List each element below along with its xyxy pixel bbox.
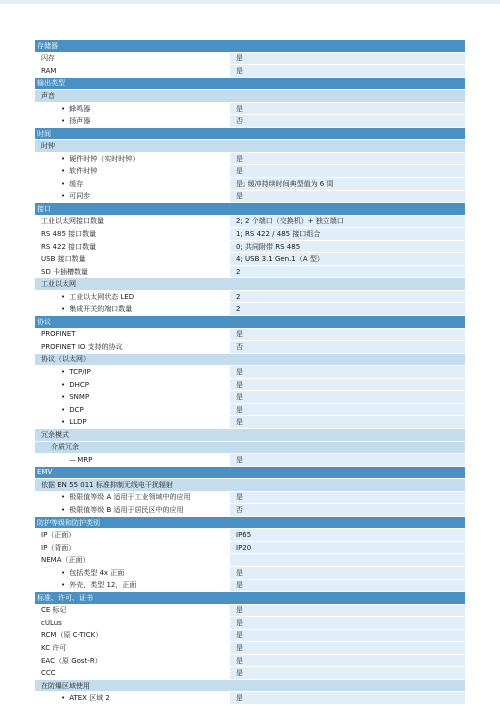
spec-value: 2 bbox=[230, 303, 465, 316]
spec-value: 是 bbox=[230, 328, 465, 341]
label-text: 硬件时钟（实时时钟） bbox=[69, 154, 140, 163]
bullet-icon: • bbox=[61, 179, 66, 188]
spec-row bbox=[35, 328, 465, 341]
spec-value: 是 bbox=[230, 65, 465, 78]
spec-label bbox=[35, 178, 230, 191]
spec-label bbox=[35, 629, 230, 642]
bullet-icon: • bbox=[61, 367, 66, 376]
label-text: 外壳，类型 12，正面 bbox=[69, 581, 137, 590]
spec-value: 是 bbox=[230, 152, 465, 165]
spec-label bbox=[35, 115, 230, 128]
spec-value bbox=[230, 77, 465, 90]
spec-row bbox=[35, 215, 465, 228]
spec-label bbox=[35, 454, 230, 467]
spec-label bbox=[35, 278, 230, 291]
spec-value: 是 bbox=[230, 604, 465, 617]
spec-value: IP65 bbox=[230, 529, 465, 542]
label-text: KC 许可 bbox=[41, 644, 67, 653]
spec-value: 是 bbox=[230, 617, 465, 630]
spec-value bbox=[230, 479, 465, 492]
label-text: PROFINET bbox=[41, 330, 76, 339]
spec-label bbox=[35, 152, 230, 165]
spec-label bbox=[35, 554, 230, 567]
label-text: EAC（原 Gost-R） bbox=[41, 656, 102, 665]
section-header-row bbox=[35, 77, 465, 90]
label-text: EMV bbox=[37, 468, 53, 477]
label-text: IP（背面） bbox=[41, 543, 76, 552]
section-header-row bbox=[35, 516, 465, 529]
label-text: CE 标记 bbox=[41, 606, 67, 615]
label-text: 声音 bbox=[41, 91, 55, 100]
spec-value: 否 bbox=[230, 504, 465, 517]
spec-label bbox=[35, 253, 230, 266]
bullet-icon: • bbox=[61, 292, 66, 301]
subsection-row bbox=[35, 679, 465, 692]
label-text: 工业以太网状态 LED bbox=[69, 292, 135, 301]
spec-value: 是 bbox=[230, 391, 465, 404]
label-text: 时钟 bbox=[41, 142, 55, 151]
spec-label bbox=[35, 529, 230, 542]
spec-value: 是 bbox=[230, 190, 465, 203]
spec-value bbox=[230, 441, 465, 454]
spec-value: 是 bbox=[230, 102, 465, 115]
label-text: 防护等级和防护类别 bbox=[37, 518, 100, 527]
bullet-icon: • bbox=[61, 154, 66, 163]
section-title bbox=[35, 466, 230, 479]
spec-row bbox=[35, 341, 465, 354]
subsection-row bbox=[35, 428, 465, 441]
label-text: 存储器 bbox=[37, 41, 58, 50]
spec-label bbox=[35, 102, 230, 115]
bullet-icon: • bbox=[61, 117, 66, 126]
spec-label bbox=[35, 290, 230, 303]
spec-value bbox=[230, 679, 465, 692]
spec-label bbox=[35, 140, 230, 153]
spec-row bbox=[35, 554, 465, 567]
spec-value bbox=[230, 466, 465, 479]
spec-value: 2 bbox=[230, 265, 465, 278]
spec-value: 2 bbox=[230, 290, 465, 303]
subsection-row bbox=[35, 90, 465, 103]
spec-label bbox=[35, 228, 230, 241]
bullet-icon: • bbox=[61, 506, 66, 514]
spec-value bbox=[230, 203, 465, 216]
spec-value: 1; RS 422 / 485 接口组合 bbox=[230, 228, 465, 241]
label-text: SD 卡插槽数量 bbox=[41, 267, 89, 276]
spec-value: 是; 缓冲持续时间典型值为 6 周 bbox=[230, 178, 465, 191]
spec-row bbox=[35, 617, 465, 630]
label-text: 接口 bbox=[37, 204, 51, 213]
spec-row bbox=[35, 692, 465, 705]
bullet-icon: • bbox=[61, 380, 66, 389]
spec-label bbox=[35, 265, 230, 278]
spec-row bbox=[35, 391, 465, 404]
spec-value: 是 bbox=[230, 654, 465, 667]
spec-label bbox=[35, 428, 230, 441]
spec-label bbox=[35, 328, 230, 341]
spec-row bbox=[35, 378, 465, 391]
spec-value bbox=[230, 278, 465, 291]
spec-label bbox=[35, 692, 230, 705]
spec-label bbox=[35, 65, 230, 78]
spec-value bbox=[230, 353, 465, 366]
label-text: 缓存 bbox=[69, 179, 84, 188]
spec-value: 是 bbox=[230, 642, 465, 655]
spec-row bbox=[35, 403, 465, 416]
spec-label bbox=[35, 190, 230, 203]
label-text: 标准、许可、证书 bbox=[37, 593, 93, 602]
spec-row bbox=[35, 65, 465, 78]
spec-row bbox=[35, 290, 465, 303]
bullet-icon: • bbox=[61, 493, 66, 502]
label-text: MRP bbox=[77, 455, 93, 464]
spec-row bbox=[35, 253, 465, 266]
bullet-icon: • bbox=[61, 694, 66, 703]
section-title bbox=[35, 40, 230, 52]
section-header-row bbox=[35, 40, 465, 52]
spec-label bbox=[35, 491, 230, 504]
subsection-row bbox=[35, 479, 465, 492]
label-text: RS 422 接口数量 bbox=[41, 242, 97, 251]
label-text: 协议 bbox=[37, 317, 51, 326]
spec-label bbox=[35, 52, 230, 65]
spec-label bbox=[35, 541, 230, 554]
spec-row bbox=[35, 541, 465, 554]
spec-label bbox=[35, 416, 230, 429]
spec-value: 0; 共同附带 RS 485 bbox=[230, 240, 465, 253]
section-header-row bbox=[35, 316, 465, 329]
section-title bbox=[35, 516, 230, 529]
spec-value: 是 bbox=[230, 403, 465, 416]
spec-row bbox=[35, 529, 465, 542]
spec-value bbox=[230, 140, 465, 153]
spec-row bbox=[35, 654, 465, 667]
label-text: 依据 EN 55 011 标准抑制无线电干扰辐射 bbox=[41, 480, 173, 489]
label-text: 冗余模式 bbox=[41, 430, 69, 439]
label-text: 工业以太网接口数量 bbox=[41, 217, 104, 226]
spec-value: 2; 2 个端口（交换机）+ 独立端口 bbox=[230, 215, 465, 228]
spec-row bbox=[35, 102, 465, 115]
label-text: NEMA（正面） bbox=[41, 556, 90, 565]
label-text: 协议（以太网） bbox=[41, 355, 90, 364]
spec-label bbox=[35, 366, 230, 379]
spec-row bbox=[35, 265, 465, 278]
label-text: 在防爆区域使用 bbox=[41, 681, 90, 690]
spec-label bbox=[35, 617, 230, 630]
spec-label bbox=[35, 654, 230, 667]
spec-table-body bbox=[35, 40, 465, 704]
bullet-icon: • bbox=[61, 167, 66, 176]
spec-value: 是 bbox=[230, 566, 465, 579]
spec-value: 是 bbox=[230, 491, 465, 504]
bullet-icon: • bbox=[61, 393, 66, 402]
spec-value: 是 bbox=[230, 52, 465, 65]
spec-value bbox=[230, 592, 465, 605]
spec-row bbox=[35, 667, 465, 680]
label-text: cULus bbox=[41, 618, 62, 627]
bullet-icon: • bbox=[61, 192, 66, 201]
label-text: 时间 bbox=[37, 129, 51, 138]
spec-label bbox=[35, 353, 230, 366]
spec-value bbox=[230, 90, 465, 103]
bullet-icon: • bbox=[61, 418, 66, 427]
spec-label bbox=[35, 667, 230, 680]
spec-value: 是 bbox=[230, 366, 465, 379]
spec-value: 是 bbox=[230, 416, 465, 429]
label-text: RAM bbox=[41, 66, 57, 75]
label-text: 输出类型 bbox=[37, 79, 65, 88]
subsection-row bbox=[35, 278, 465, 291]
label-text: 极限值等级 A 适用于工业领域中的应用 bbox=[69, 493, 191, 502]
label-text: ATEX 区域 2 bbox=[69, 694, 110, 703]
section-header-row bbox=[35, 127, 465, 140]
spec-value: 否 bbox=[230, 115, 465, 128]
bullet-icon: • bbox=[61, 305, 66, 314]
label-text: 软件时钟 bbox=[69, 167, 98, 176]
spec-row bbox=[35, 454, 465, 467]
section-title bbox=[35, 127, 230, 140]
spec-label bbox=[35, 566, 230, 579]
spec-label bbox=[35, 341, 230, 354]
spec-value: 是 bbox=[230, 692, 465, 705]
label-text: 极限值等级 B 适用于居民区中的应用 bbox=[69, 506, 184, 514]
spec-label bbox=[35, 215, 230, 228]
spec-label bbox=[35, 240, 230, 253]
section-title bbox=[35, 592, 230, 605]
spec-label bbox=[35, 441, 230, 454]
spec-label bbox=[35, 604, 230, 617]
top-border bbox=[0, 0, 500, 4]
spec-row bbox=[35, 491, 465, 504]
label-text: DHCP bbox=[69, 380, 89, 389]
section-title bbox=[35, 77, 230, 90]
spec-row bbox=[35, 165, 465, 178]
label-text: USB 接口数量 bbox=[41, 255, 86, 264]
spec-value: 是 bbox=[230, 629, 465, 642]
spec-row bbox=[35, 190, 465, 203]
spec-value: 否 bbox=[230, 341, 465, 354]
bullet-icon: • bbox=[61, 104, 66, 113]
label-text: IP（正面） bbox=[41, 531, 76, 540]
spec-value: 是 bbox=[230, 667, 465, 680]
label-text: 蜂鸣器 bbox=[69, 104, 91, 113]
spec-row bbox=[35, 579, 465, 592]
bullet-icon: • bbox=[61, 568, 66, 577]
spec-label bbox=[35, 403, 230, 416]
spec-row bbox=[35, 178, 465, 191]
label-text: 介质冗余 bbox=[51, 443, 79, 452]
spec-value bbox=[230, 428, 465, 441]
spec-value: IP20 bbox=[230, 541, 465, 554]
spec-value: 是 bbox=[230, 165, 465, 178]
section-title bbox=[35, 203, 230, 216]
spec-value: 是 bbox=[230, 378, 465, 391]
spec-row bbox=[35, 303, 465, 316]
spec-row bbox=[35, 228, 465, 241]
spec-label bbox=[35, 642, 230, 655]
spec-label bbox=[35, 579, 230, 592]
spec-row bbox=[35, 566, 465, 579]
label-text: PROFINET IO 支持的协议 bbox=[41, 342, 123, 351]
spec-row bbox=[35, 629, 465, 642]
section-header-row bbox=[35, 466, 465, 479]
label-text: RS 485 接口数量 bbox=[41, 229, 97, 238]
label-text: 包括类型 4x 正面 bbox=[69, 568, 125, 577]
label-text: SNMP bbox=[69, 393, 90, 402]
spec-table bbox=[35, 40, 465, 705]
label-text: 集成开关的端口数量 bbox=[69, 305, 133, 314]
spec-row bbox=[35, 366, 465, 379]
spec-row bbox=[35, 642, 465, 655]
spec-row bbox=[35, 240, 465, 253]
spec-value bbox=[230, 554, 465, 567]
spec-row bbox=[35, 504, 465, 517]
label-text: TCP/IP bbox=[69, 367, 91, 376]
section-header-row bbox=[35, 592, 465, 605]
spec-label bbox=[35, 679, 230, 692]
spec-value: 4; USB 3.1 Gen.1（A 型） bbox=[230, 253, 465, 266]
label-text: 扬声器 bbox=[69, 117, 91, 126]
section-title bbox=[35, 316, 230, 329]
subsection-row bbox=[35, 353, 465, 366]
spec-row bbox=[35, 416, 465, 429]
dash-icon: — bbox=[69, 455, 76, 464]
spec-row bbox=[35, 604, 465, 617]
spec-value: 是 bbox=[230, 454, 465, 467]
label-text: CCC bbox=[41, 669, 56, 678]
subsection-row bbox=[35, 441, 465, 454]
spec-row bbox=[35, 152, 465, 165]
spec-label bbox=[35, 90, 230, 103]
spec-value bbox=[230, 316, 465, 329]
spec-value bbox=[230, 516, 465, 529]
spec-value: 是 bbox=[230, 579, 465, 592]
label-text: LLDP bbox=[69, 418, 87, 427]
label-text: RCM（原 C-TICK） bbox=[41, 631, 103, 640]
subsection-row bbox=[35, 140, 465, 153]
label-text: 工业以太网 bbox=[41, 280, 76, 289]
spec-value bbox=[230, 127, 465, 140]
label-text: 可同步 bbox=[69, 192, 91, 201]
spec-label bbox=[35, 378, 230, 391]
spec-value bbox=[230, 40, 465, 52]
label-text: 闪存 bbox=[41, 54, 55, 63]
label-text: DCP bbox=[69, 405, 84, 414]
spec-row bbox=[35, 52, 465, 65]
section-header-row bbox=[35, 203, 465, 216]
spec-label bbox=[35, 504, 230, 517]
spec-label bbox=[35, 165, 230, 178]
bullet-icon: • bbox=[61, 581, 66, 590]
spec-label bbox=[35, 479, 230, 492]
spec-label bbox=[35, 391, 230, 404]
bullet-icon: • bbox=[61, 405, 66, 414]
spec-label bbox=[35, 303, 230, 316]
spec-row bbox=[35, 115, 465, 128]
